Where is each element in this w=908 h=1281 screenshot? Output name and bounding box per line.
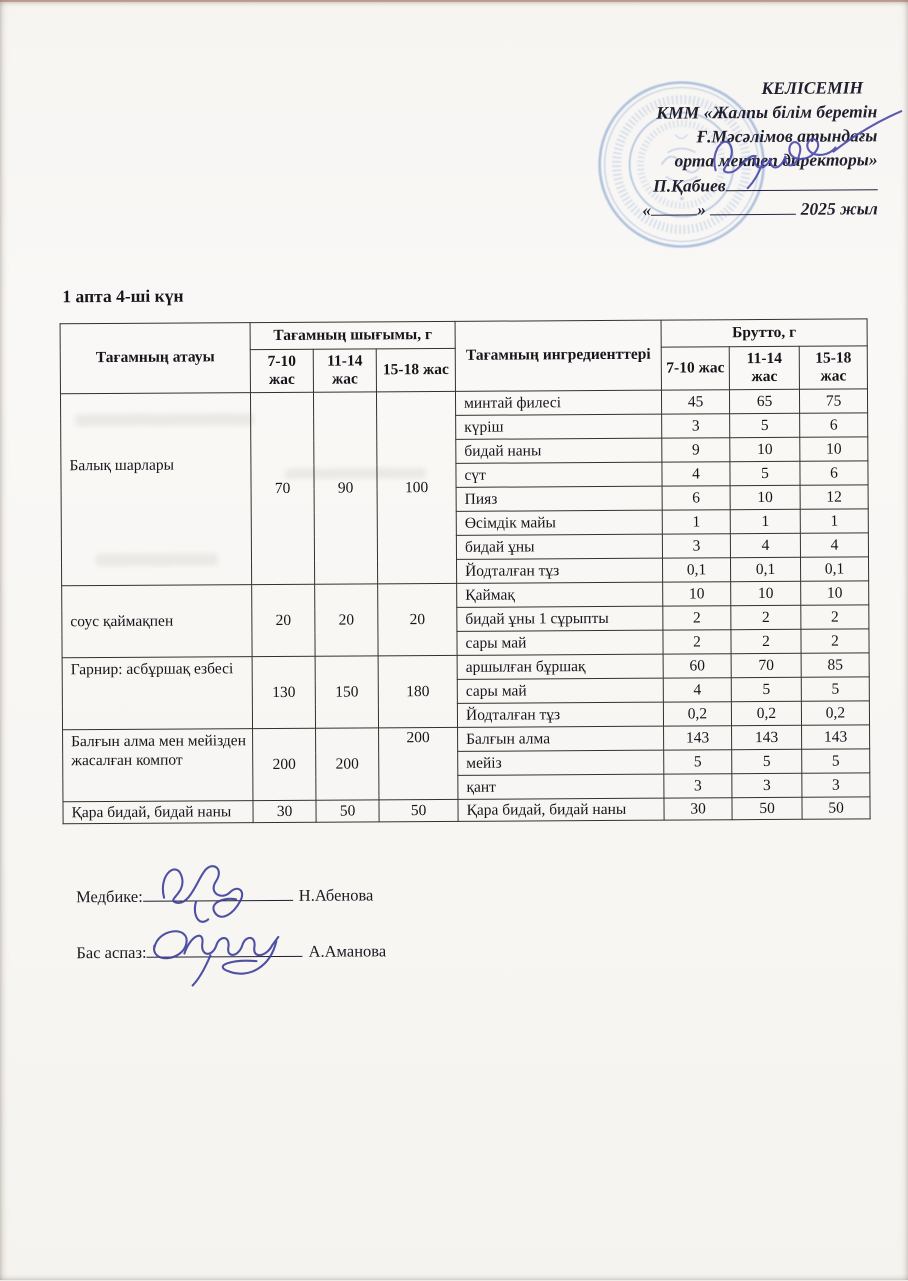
output-value-cell: 200 [253,728,316,800]
brutto-value-cell: 60 [663,654,731,678]
ingredient-name-cell: бидай ұны 1 сұрыпты [457,606,663,631]
output-value-cell: 100 [376,391,456,583]
date-month-blank [710,197,796,215]
header-dish-name: Тағамның атауы [60,323,250,394]
header-age-group: 15-18 жас [376,348,455,391]
brutto-value-cell: 2 [731,605,801,629]
brutto-value-cell: 4 [730,533,800,557]
ingredient-name-cell: бидай наны [456,438,662,463]
brutto-value-cell: 70 [731,653,801,677]
dish-name-cell: Балық шарлары [60,393,251,586]
output-value-cell: 50 [316,800,379,823]
menu-table [60,318,871,824]
brutto-value-cell: 1 [662,510,730,534]
dish-name-cell: Қара бидай, бидай наны [63,801,253,825]
brutto-value-cell: 2 [801,629,869,653]
signature-label: Медбике: [75,886,143,906]
brutto-value-cell: 0,2 [731,701,801,725]
year-label: 2025 жыл [800,198,878,219]
output-value-cell: 200 [316,728,379,800]
header-age-group: 11-14 жас [729,346,799,389]
brutto-value-cell: 5 [731,677,801,701]
output-value-cell: 20 [252,584,315,656]
brutto-value-cell: 143 [732,725,802,749]
brutto-value-cell: 50 [732,797,802,820]
brutto-value-cell: 45 [661,390,729,414]
ingredient-name-cell: Қара бидай, бидай наны [458,798,664,822]
signer-name: А.Аманова [308,940,387,961]
ingredient-name-cell: Йодталған тұз [457,702,663,727]
output-value-cell: 20 [315,584,378,656]
quote-close: » [697,199,707,220]
header-age-group: 7-10 жас [661,347,729,390]
ingredient-name-cell: қант [458,774,664,799]
brutto-value-cell: 0,1 [663,558,731,582]
dish-name-cell: Гарнир: асбұршақ езбесі [62,657,252,730]
output-value-cell: 200 [379,727,458,799]
brutto-value-cell: 5 [732,749,802,773]
brutto-value-cell: 5 [730,413,800,437]
output-value-cell: 130 [252,656,315,728]
ingredient-name-cell: Өсімдік майы [456,510,662,535]
brutto-value-cell: 10 [731,581,801,605]
ingredient-name-cell: сары май [457,630,663,655]
ingredient-name-cell: минтай филесі [455,390,661,415]
brutto-value-cell: 5 [802,749,870,773]
brutto-value-cell: 0,2 [801,701,869,725]
brutto-value-cell: 10 [663,582,731,606]
brutto-value-cell: 1 [730,509,800,533]
ingredient-name-cell: Қаймақ [457,582,663,607]
brutto-value-cell: 0,1 [801,557,869,581]
brutto-value-cell: 10 [801,581,869,605]
doc-title: 1 апта 4-ші күн [62,285,184,307]
brutto-value-cell: 4 [663,678,731,702]
brutto-value-cell: 30 [664,798,732,821]
brutto-value-cell: 4 [800,533,868,557]
ingredient-name-cell: сүт [456,462,662,487]
header-age-group: 7-10 жас [250,349,313,392]
brutto-value-cell: 0,2 [663,702,731,726]
brutto-value-cell: 2 [663,630,731,654]
brutto-value-cell: 9 [662,438,730,462]
brutto-value-cell: 3 [732,773,802,797]
header-age-group: 11-14 жас [313,349,376,392]
brutto-value-cell: 5 [801,677,869,701]
brutto-value-cell: 3 [802,773,870,797]
dish-name-cell: соус қаймақпен [62,585,252,658]
signature-label: Бас аспаз: [76,942,147,962]
brutto-value-cell: 10 [800,437,868,461]
brutto-value-cell: 3 [664,774,732,798]
header-output: Тағамның шығымы, г [250,321,455,349]
dish-name-cell: Балғын алма мен мейізден жасалған компот [63,729,253,802]
approval-org-line-2: Ғ.Мәсәлімов атындағы [696,125,878,147]
ingredient-name-cell: Балғын алма [458,726,664,751]
brutto-value-cell: 6 [800,461,868,485]
director-name: П.Қабиев [652,174,726,196]
output-value-cell: 50 [379,799,458,822]
header-age-group: 15-18 жас [799,346,867,389]
output-value-cell: 150 [315,656,378,728]
ingredient-name-cell: күріш [456,414,662,439]
brutto-value-cell: 143 [664,726,732,750]
quote-open: « [642,199,652,220]
brutto-value-cell: 85 [801,653,869,677]
header-ingredients: Тағамның ингредиенттері [455,320,661,391]
chef-signature [140,911,318,988]
date-day-blank [651,197,697,215]
ingredient-name-cell: Пияз [456,486,662,511]
brutto-value-cell: 0,1 [731,557,801,581]
brutto-value-cell: 2 [663,606,731,630]
brutto-value-cell: 5 [730,461,800,485]
brutto-value-cell: 2 [731,629,801,653]
brutto-value-cell: 2 [801,605,869,629]
approval-org-line-1: КММ «Жалпы білім беретін [656,101,878,123]
brutto-value-cell: 5 [664,750,732,774]
approval-agree-label: КЕЛІСЕМІН [761,77,864,99]
date-line [538,196,878,222]
brutto-value-cell: 3 [662,414,730,438]
brutto-value-cell: 6 [800,413,868,437]
brutto-value-cell: 50 [802,797,870,820]
brutto-value-cell: 10 [730,485,800,509]
brutto-value-cell: 12 [800,485,868,509]
ingredient-name-cell: бидай ұны [456,534,662,559]
output-value-cell: 90 [313,392,377,584]
ingredient-name-cell: сары май [457,678,663,703]
brutto-value-cell: 75 [799,389,867,413]
ingredient-name-cell: аршылған бұршақ [457,654,663,679]
brutto-value-cell: 3 [662,534,730,558]
brutto-value-cell: 65 [729,389,799,413]
brutto-value-cell: 10 [730,437,800,461]
brutto-value-cell: 143 [802,725,870,749]
output-value-cell: 70 [250,392,314,584]
brutto-value-cell: 6 [662,486,730,510]
header-brutto: Брутто, г [661,319,867,347]
brutto-value-cell: 1 [800,509,868,533]
approval-org-line-3: орта мектеп директоры» [674,149,878,171]
director-signature [705,103,908,192]
ingredient-name-cell: мейіз [458,750,664,775]
output-value-cell: 30 [253,800,316,823]
output-value-cell: 180 [378,655,457,727]
ingredient-name-cell: Йодталған тұз [457,558,663,583]
brutto-value-cell: 4 [662,462,730,486]
signer-name: Н.Абенова [298,885,374,905]
output-value-cell: 20 [378,583,457,655]
